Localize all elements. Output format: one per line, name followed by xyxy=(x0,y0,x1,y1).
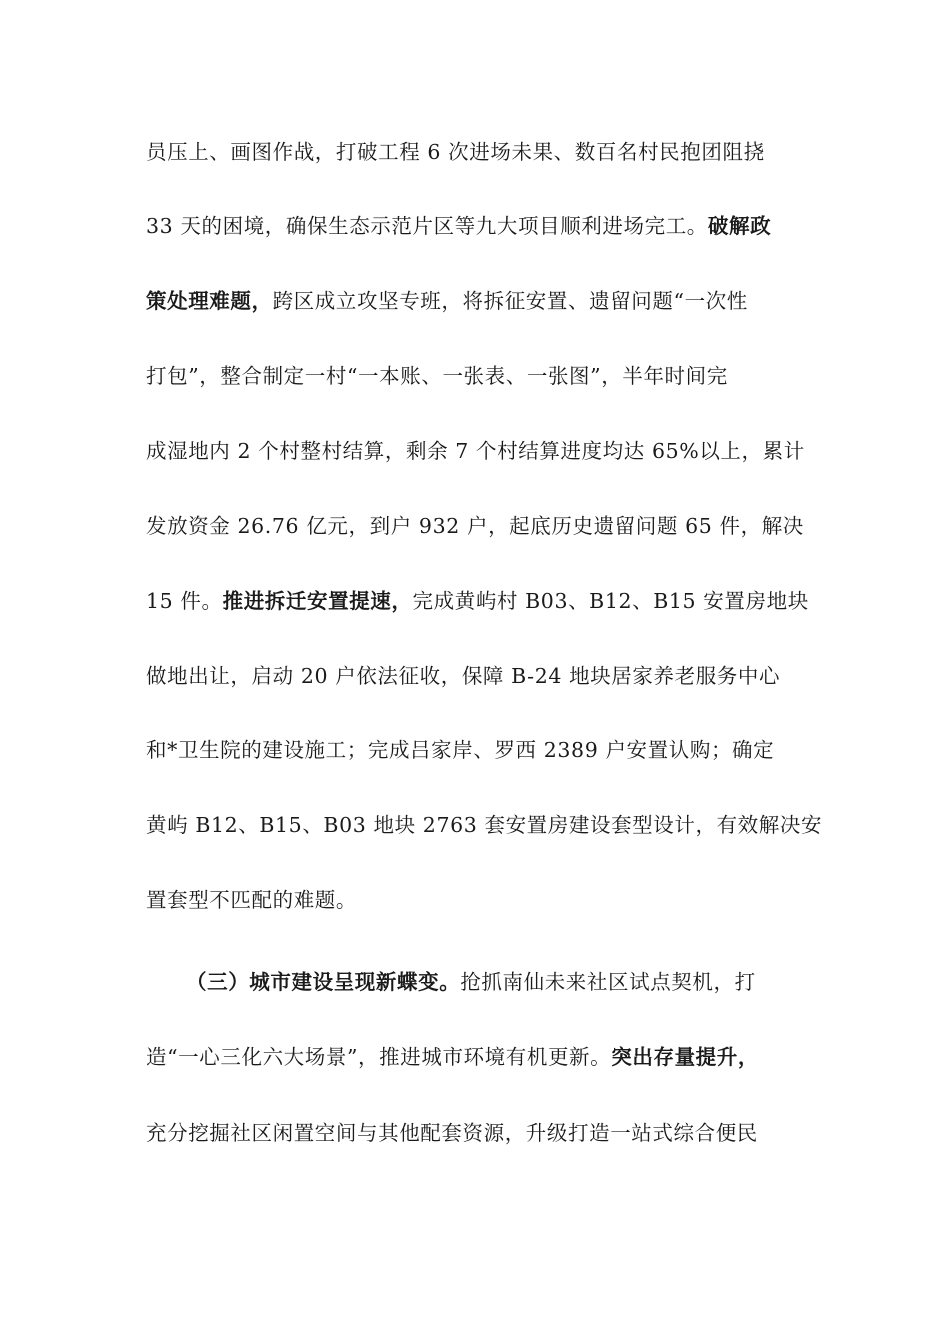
text-run: 发放资金 26.76 亿元，到户 932 户，起底历史遗留问题 65 件，解决 xyxy=(146,514,804,538)
text-line xyxy=(146,1041,806,1073)
text-run: 做地出让，启动 20 户依法征收，保障 B-24 地块居家养老服务中心 xyxy=(146,664,781,688)
text-line xyxy=(146,210,806,242)
text-run: 和*卫生院的建设施工；完成吕家岸、罗西 2389 户安置认购；确定 xyxy=(146,738,775,762)
text-line xyxy=(146,136,806,168)
text-line xyxy=(146,510,806,542)
text-line xyxy=(146,360,806,392)
text-line xyxy=(146,734,806,766)
text-line xyxy=(146,285,806,317)
text-line xyxy=(146,660,806,692)
bold-text-run: 策处理难题， xyxy=(146,289,273,313)
text-run: 跨区成立攻坚专班，将拆征安置、遗留问题“一次性 xyxy=(272,289,748,313)
text-run: 15 件。 xyxy=(146,589,223,613)
text-line xyxy=(146,1117,806,1149)
text-line xyxy=(146,585,809,617)
text-line xyxy=(146,809,823,841)
bold-text-run: 突出存量提升， xyxy=(611,1045,759,1069)
text-run: 抢抓南仙未来社区试点契机，打 xyxy=(460,970,756,994)
text-run: 成湿地内 2 个村整村结算，剩余 7 个村结算进度均达 65%以上，累计 xyxy=(146,439,805,463)
text-run: 打包”，整合制定一村“一本账、一张表、一张图”，半年时间完 xyxy=(146,364,728,388)
bold-text-run: 推进拆迁安置提速， xyxy=(222,589,413,613)
bold-text-run: 破解政 xyxy=(707,214,772,238)
text-run: 造“一心三化六大场景”，推进城市环境有机更新。 xyxy=(146,1045,612,1069)
text-run: 完成黄屿村 B03、B12、B15 安置房地块 xyxy=(412,589,809,613)
text-run: 33 天的困境，确保生态示范片区等九大项目顺利进场完工。 xyxy=(146,214,708,238)
text-run: 黄屿 B12、B15、B03 地块 2763 套安置房建设套型设计，有效解决安 xyxy=(146,813,823,837)
text-run: 充分挖掘社区闲置空间与其他配套资源，升级打造一站式综合便民 xyxy=(146,1121,758,1145)
text-line xyxy=(186,966,846,998)
text-line xyxy=(146,884,806,916)
bold-text-run: （三）城市建设呈现新蝶变。 xyxy=(186,970,461,994)
text-run: 置套型不匹配的难题。 xyxy=(146,888,357,912)
text-run: 员压上、画图作战，打破工程 6 次进场未果、数百名村民抱团阻挠 xyxy=(146,140,765,164)
text-line xyxy=(146,435,806,467)
